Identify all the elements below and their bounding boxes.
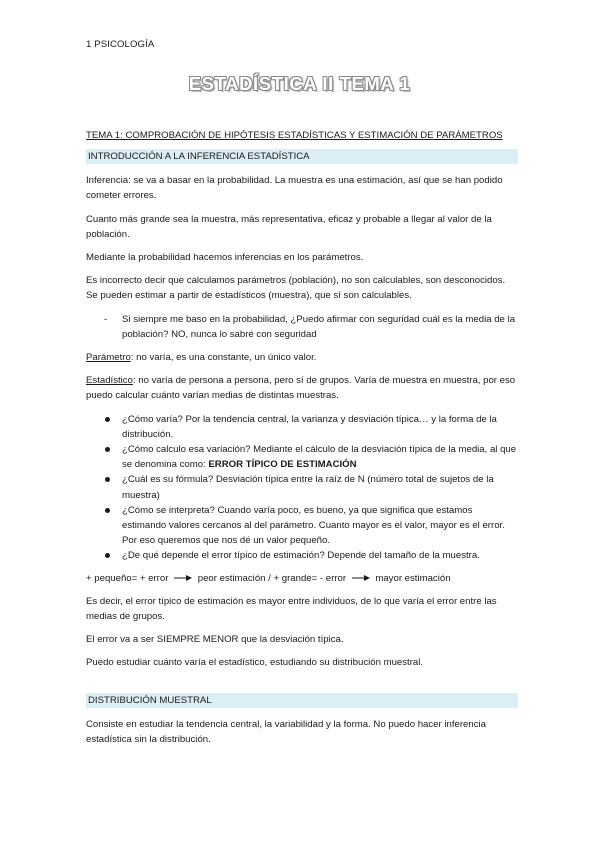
header-label: 1 PSICOLOGÍA — [86, 39, 155, 50]
bold-term: ERROR TÍPICO DE ESTIMACIÓN — [208, 459, 357, 471]
bullet-text: ¿Cómo varía? Por la tendencia central, la varianza y desviación típica… y la forma de la distribución. — [122, 413, 497, 440]
parametro-definition: : no varía, es una constante, un único valor. — [130, 352, 317, 364]
bullet-icon — [105, 447, 110, 452]
paragraph-error-menor: El error va a ser SIEMPRE MENOR que la desviación típica. — [86, 634, 344, 646]
list-item — [86, 548, 518, 563]
section-spacer — [86, 679, 518, 693]
section-heading-intro: INTRODUCCIÓN A LA INFERENCIA ESTADÍSTICA — [86, 149, 518, 164]
arrow-right-icon — [174, 574, 192, 582]
bullet-icon — [105, 508, 110, 513]
term-parametro: Parámetro — [86, 352, 131, 364]
page-title: ESTADÍSTICA II TEMA 1 — [188, 73, 411, 94]
paragraph-probabilidad: Mediante la probabilidad hacemos inferencias en los parámetros. — [86, 252, 364, 264]
paragraph-distribucion: Puedo estudiar cuánto varía el estadístico, estudiando su distribución muestral. — [86, 657, 424, 669]
list-item — [86, 503, 518, 549]
rule-part-c: mayor estimación — [375, 572, 451, 584]
section-heading-distribucion: DISTRIBUCIÓN MUESTRAL — [86, 693, 518, 708]
bullet-text: ¿Cómo calculo esa variación? Mediante el cálculo de la desviación típica de la media, al que se denomina como: — [122, 444, 517, 471]
paragraph-inferencia: Inferencia: se va a basar en la probabilidad. La muestra es una estimación, así que se han podido cometer errores. — [86, 175, 503, 202]
list-item — [86, 472, 518, 502]
document-body — [86, 128, 518, 755]
topic-heading: TEMA 1: COMPROBACIÓN DE HIPÓTESIS ESTADÍSTICAS Y ESTIMACIÓN DE PARÁMETROS — [86, 130, 503, 141]
dash-list-item — [86, 312, 518, 342]
bullet-text: ¿Cómo se interpreta? Cuando varía poco, es bueno, ya que significa que estamos estimando valores cercanos al del parámetro. Cuanto mayor es el valor, mayor es el error. Por eso queremos que nos dé un valor pequeño. — [122, 504, 505, 547]
dash-item-text: Si siempre me baso en la probabilidad, ¿Puedo afirmar con seguridad cuál es la media de la población? NO, nunca lo sabré con seguridad — [122, 313, 516, 340]
term-estadistico: Estadístico — [86, 375, 133, 387]
bullet-icon — [105, 477, 110, 482]
paragraph-muestra: Cuanto más grande sea la muestra, más representativa, eficaz y probable a llegar al valor de la población. — [86, 213, 492, 240]
paragraph-rule — [86, 571, 518, 586]
paragraph-distribucion-muestral: Consiste en estudiar la tendencia central, la variabilidad y la forma. No puedo hacer inferencia estadística sin la distribución. — [86, 718, 486, 745]
dash-list — [86, 312, 518, 342]
list-item — [86, 412, 518, 442]
list-item — [86, 442, 518, 472]
bullet-icon — [105, 553, 110, 558]
rule-part-b: peor estimación / + grande= - error — [197, 572, 347, 584]
rule-part-a: + pequeño= + error — [86, 572, 169, 584]
bullet-text: ¿De qué depende el error típico de estimación? Depende del tamaño de la muestra. — [122, 550, 480, 562]
arrow-right-icon — [352, 574, 370, 582]
paragraph-estadistico-def — [86, 373, 518, 403]
paragraph-error-entre: Es decir, el error típico de estimación es mayor entre individuos, de lo que varía el error entre las medias de grupos. — [86, 595, 497, 623]
bullet-icon — [105, 417, 110, 422]
bullet-text: ¿Cuál es su fórmula? Desviación típica entre la raíz de N (número total de sujetos de la muestra) — [122, 474, 494, 501]
estadistico-definition: : no varía de persona a persona, pero sí de grupos. Varía de muestra en muestra, por eso puedo calcular cuánto varían medias de distintas muestras. — [86, 375, 516, 402]
paragraph-parametros: Es incorrecto decir que calculamos parámetros (población), no son calculables, son desconocidos. Se pueden estimar a partir de estadísticos (muestra), que sí son calculables. — [86, 275, 506, 302]
paragraph-parametro-def — [86, 350, 518, 365]
bullet-list — [86, 412, 518, 564]
dash-marker: - — [104, 313, 108, 325]
